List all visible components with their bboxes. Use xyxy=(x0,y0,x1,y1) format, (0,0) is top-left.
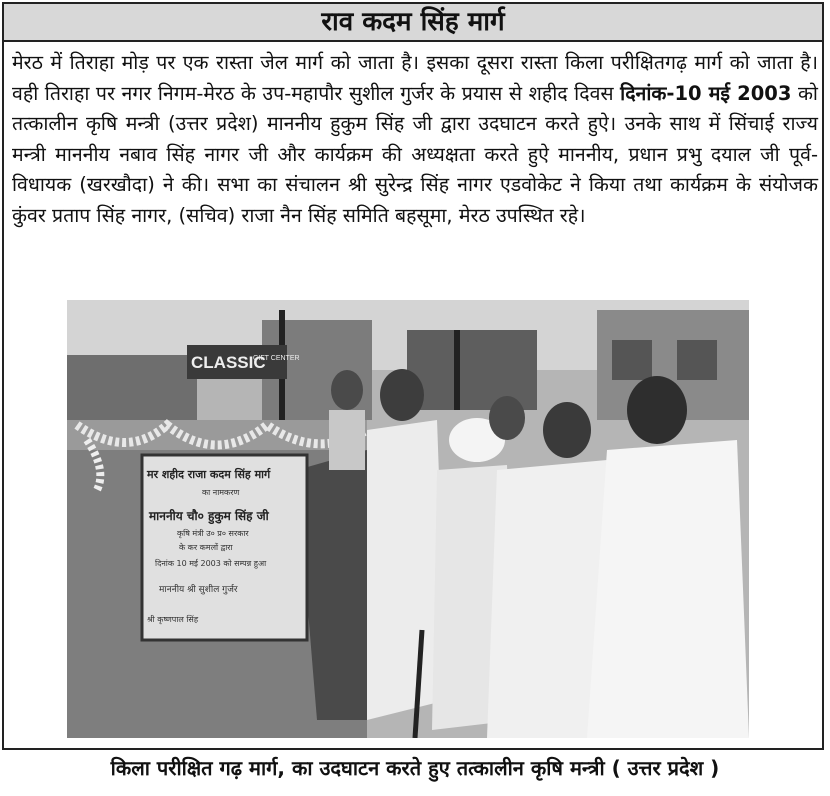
plaque-line-5: के कर कमलों द्वारा xyxy=(179,543,233,552)
plaque-line-8: श्री कृष्णपाल सिंह xyxy=(147,615,199,624)
photo-caption: किला परीक्षित गढ़ मार्ग, का उदघाटन करते हुए तत्कालीन कृषि मन्त्री ( उत्तर प्रदेश ) xyxy=(110,756,720,780)
plaque-line-7: माननीय श्री सुशील गुर्जर xyxy=(159,585,238,595)
shop-sign-text: CLASSIC xyxy=(191,353,266,372)
article-title-bar xyxy=(4,4,822,42)
plaque-line-3: माननीय चौ० हुकुम सिंह जी xyxy=(149,509,269,523)
paragraph-text-after: को तत्कालीन कृषि मन्त्री (उत्तर प्रदेश) माननीय हुकुम सिंह जी द्वारा उदघाटन करते हुऐ। उनके साथ में सिंचाई राज्य मन्त्री माननीय नबाव सिंह नागर जी और कार्यक्रम की अध्यक्षता करते हुऐ माननीय, प्रधान प्रभु दयाल जी पूर्व-विधायक (खरखौदा) ने की। सभा का संचालन श्री सुरेन्द्र सिंह नागर एडवोकेट ने किया तथा कार्यक्रम के संयोजक कुंवर प्रताप सिंह नागर, (सचिव) राजा नैन सिंह समिति बहसूमा, मेरठ उपस्थित रहे। xyxy=(12,81,818,227)
inauguration-photo xyxy=(67,300,749,738)
article-paragraph xyxy=(12,48,818,231)
plaque-line-1: मर शहीद राजा कदम सिंह मार्ग xyxy=(147,468,271,481)
shop-sign-small-text: GIFT CENTER xyxy=(253,355,300,362)
foundation-plaque xyxy=(142,455,307,640)
plaque-line-2: का नामकरण xyxy=(202,488,240,497)
paragraph-date: दिनांक-10 मई 2003 xyxy=(620,81,792,105)
paragraph-text-before: मेरठ में तिराहा मोड़ पर एक रास्ता जेल मार्ग को जाता है। इसका दूसरा रास्ता किला परीक्षितगढ़ मार्ग को जाता है। वही तिराहा पर नगर निगम-मेरठ के उप-महापौर सुशील गुर्जर के प्रयास से शहीद दिवस xyxy=(12,51,818,105)
plaque-line-4: कृषि मंत्री उ० प्र० सरकार xyxy=(177,529,249,538)
photo-illustration xyxy=(67,300,749,738)
plaque-line-6: दिनांक 10 मई 2003 को सम्पन्न हुआ xyxy=(155,559,267,568)
article-title: राव कदम सिंह मार्ग xyxy=(321,7,505,37)
